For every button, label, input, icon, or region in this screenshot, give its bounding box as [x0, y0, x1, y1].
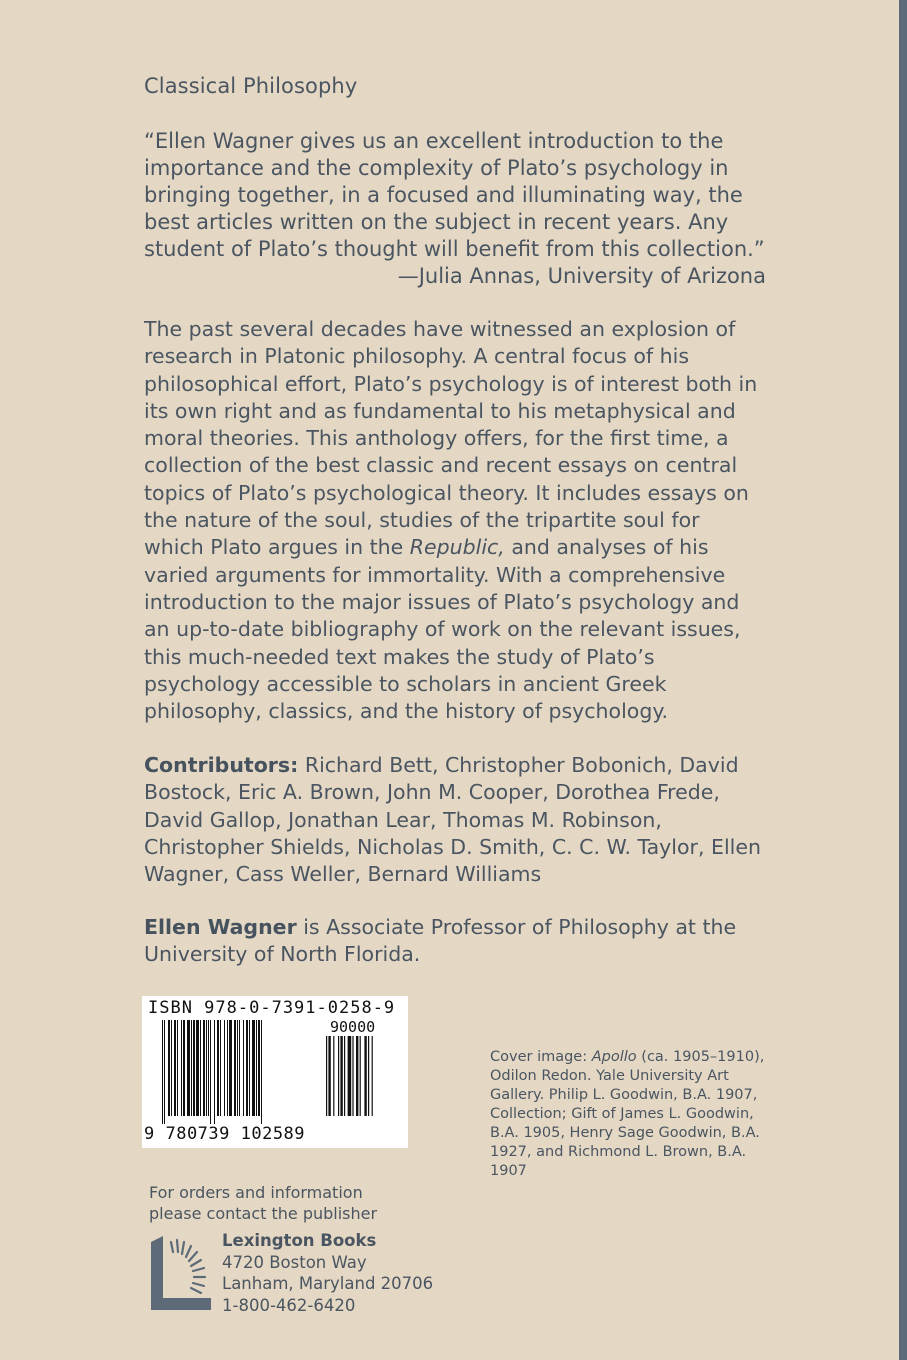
- cover-artwork-title: Apollo: [591, 1049, 637, 1065]
- publisher-phone: 1-800-462-6420: [222, 1295, 356, 1315]
- orders-line-2: please contact the publisher: [149, 1204, 378, 1223]
- book-description: [144, 316, 764, 725]
- price-code: 90000: [330, 1018, 376, 1036]
- editor-name: Ellen Wagner: [144, 915, 297, 939]
- publisher-info: [222, 1230, 433, 1316]
- spine-edge-strip: [899, 0, 907, 1360]
- contributors-section: [144, 752, 764, 888]
- contributors-names: Richard Bett, Christopher Bobonich, David Bostock, Eric A. Brown, John M. Cooper, Dorothea Frede, David Gallop, Jonathan Lear, Thomas M. Robinson, Christopher Shields, Nicholas D. Smith, C. C. W. Taylor, Ellen Wagner, Cass Weller, Bernard Williams: [144, 753, 761, 887]
- publisher-address-1: 4720 Boston Way: [222, 1252, 367, 1272]
- cover-credit-text: (ca. 1905–1910), Odilon Redon. Yale University Art Gallery. Philip L. Goodwin, B.A. 1907, Collection; Gift of James L. Goodwin, B.A. 1905, Henry Sage Goodwin, B.A. 1927, and Richmond L. Brown, B.A. 1907: [490, 1049, 765, 1179]
- orders-line-1: For orders and information: [149, 1183, 363, 1202]
- ean-digits: 9 780739 102589: [144, 1124, 306, 1144]
- contributors-label: Contributors:: [144, 753, 299, 777]
- description-part-1: The past several decades have witnessed an explosion of research in Platonic philosophy. A central focus of his philosophical effort, Plato’s psychology is of interest both in its own right and as fundamental to his metaphysical and moral theories. This anthology offers, for the first time, a collection of the best classic and recent essays on central topics of Plato’s psychological theory. It includes essays on the nature of the soul, studies of the tripartite soul for which Plato argues in the: [144, 317, 758, 560]
- barcode-bars-addon: [326, 1036, 402, 1124]
- publisher-address-2: Lanham, Maryland 20706: [222, 1274, 434, 1293]
- cover-credit-label: Cover image:: [490, 1049, 592, 1065]
- description-part-2: and analyses of his varied arguments for immortality. With a comprehensive introduction to the major issues of Plato’s psychology and an up-to-date bibliography of work on the relevant issues, this much-needed text makes the study of Plato’s psychology accessible to scholars in ancient Greek philosophy, classics, and the history of psychology.: [144, 535, 741, 724]
- cover-credit: [490, 1048, 770, 1181]
- isbn-number: ISBN 978-0-7391-0258-9: [148, 998, 396, 1018]
- isbn-barcode: [142, 996, 408, 1148]
- description-italic-title: Republic,: [409, 535, 505, 560]
- barcode-bars-main: [162, 1020, 322, 1124]
- editor-bio: [144, 914, 764, 969]
- endorsement-quote: [144, 128, 784, 290]
- publisher-name: Lexington Books: [222, 1231, 377, 1250]
- orders-info: [149, 1182, 377, 1224]
- quote-attribution: —Julia Annas, University of Arizona: [397, 264, 766, 288]
- quote-text: “Ellen Wagner gives us an excellent introduction to the importance and the complexity of Plato’s psychology in bringing together, in a focused and illuminating way, the best articles written on the subject in recent years. Any student of Plato’s thought will benefit from this collection.”: [144, 129, 765, 261]
- editor-bio-text: is Associate Professor of Philosophy at the University of North Florida.: [144, 915, 737, 967]
- publisher-logo-icon: [149, 1234, 215, 1312]
- category-label: Classical Philosophy: [144, 74, 358, 98]
